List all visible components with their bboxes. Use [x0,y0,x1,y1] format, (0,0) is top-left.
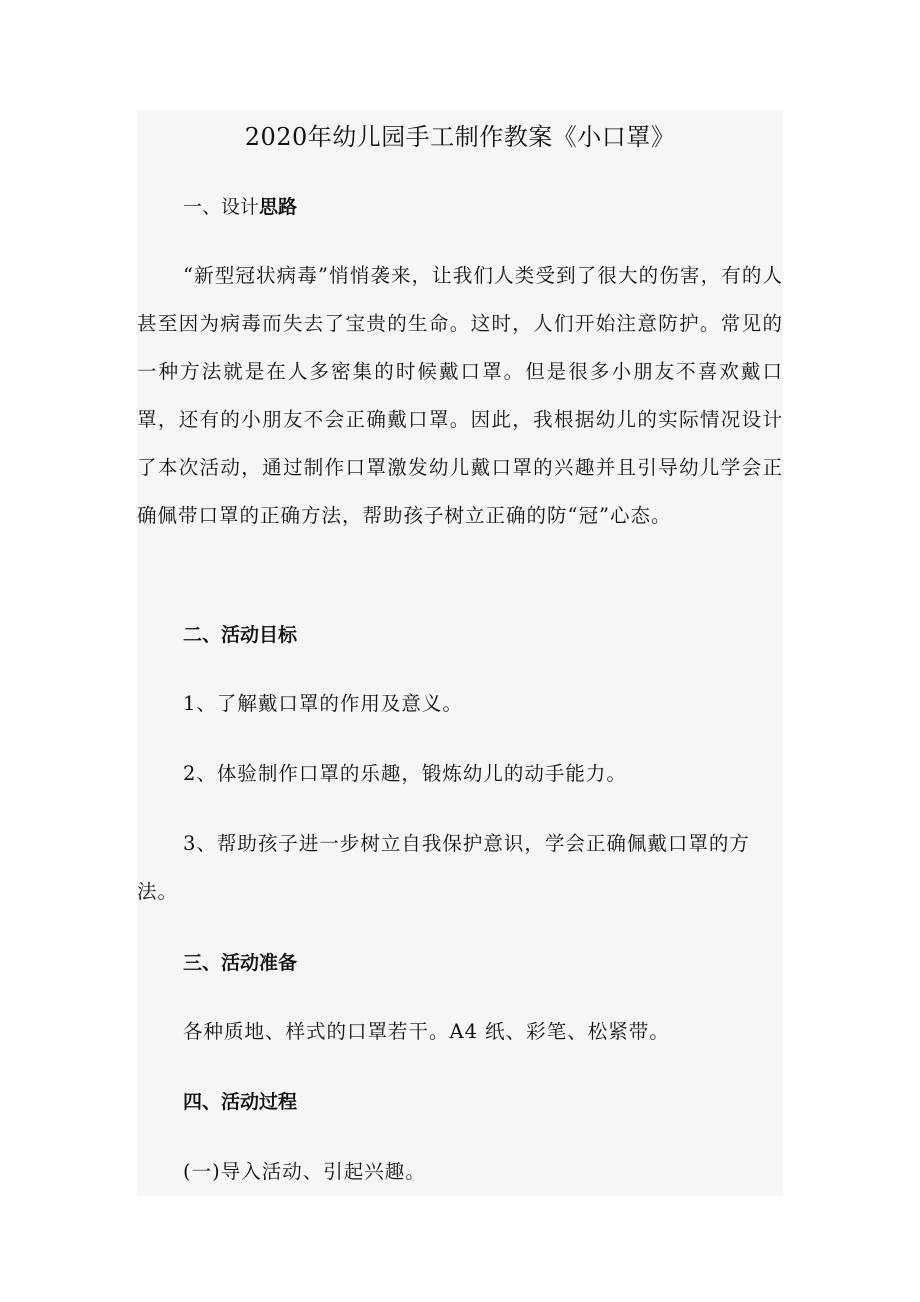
document-title: 2020年幼儿园手工制作教案《小口罩》 [244,123,676,151]
goal-item-3: 3、帮助孩子进一步树立自我保护意识，学会正确佩戴口罩的方法。 [137,832,750,903]
section-heading-design-idea-part1: 一、设计 [183,196,260,218]
design-idea-paragraph: “新型冠状病毒”悄悄袭来，让我们人类受到了很大的伤害，有的人甚至因为病毒而失去了宝贵的生命。这时，人们开始注意防护。常见的一种方法就是在人多密集的时候戴口罩。但是很多小朋友不喜欢戴口罩，还有的小朋友不会正确戴口罩。因此，我根据幼儿的实际情况设计了本次活动，通过制作口罩激发幼儿戴口罩的兴趣并且引导幼儿学会正确佩带口罩的正确方法，帮助孩子树立正确的防“冠”心态。 [137,264,783,527]
section-heading-design-idea [183,194,763,220]
section-heading-activity-preparation: 三、活动准备 [183,952,298,974]
preparation-paragraph: 各种质地、样式的口罩若干。A4 纸、彩笔、松紧带。 [183,1020,670,1043]
goal-item-2: 2、体验制作口罩的乐趣，锻炼幼儿的动手能力。 [183,762,627,785]
section-heading-activity-process: 四、活动过程 [183,1091,298,1113]
section-heading-activity-goals: 二、活动目标 [183,624,298,646]
goal-item-1: 1、了解戴口罩的作用及意义。 [183,692,463,715]
process-subsection-1: (一)导入活动、引起兴趣。 [183,1160,426,1183]
section-heading-design-idea-part2: 思路 [259,196,298,218]
document-page [137,110,783,1196]
